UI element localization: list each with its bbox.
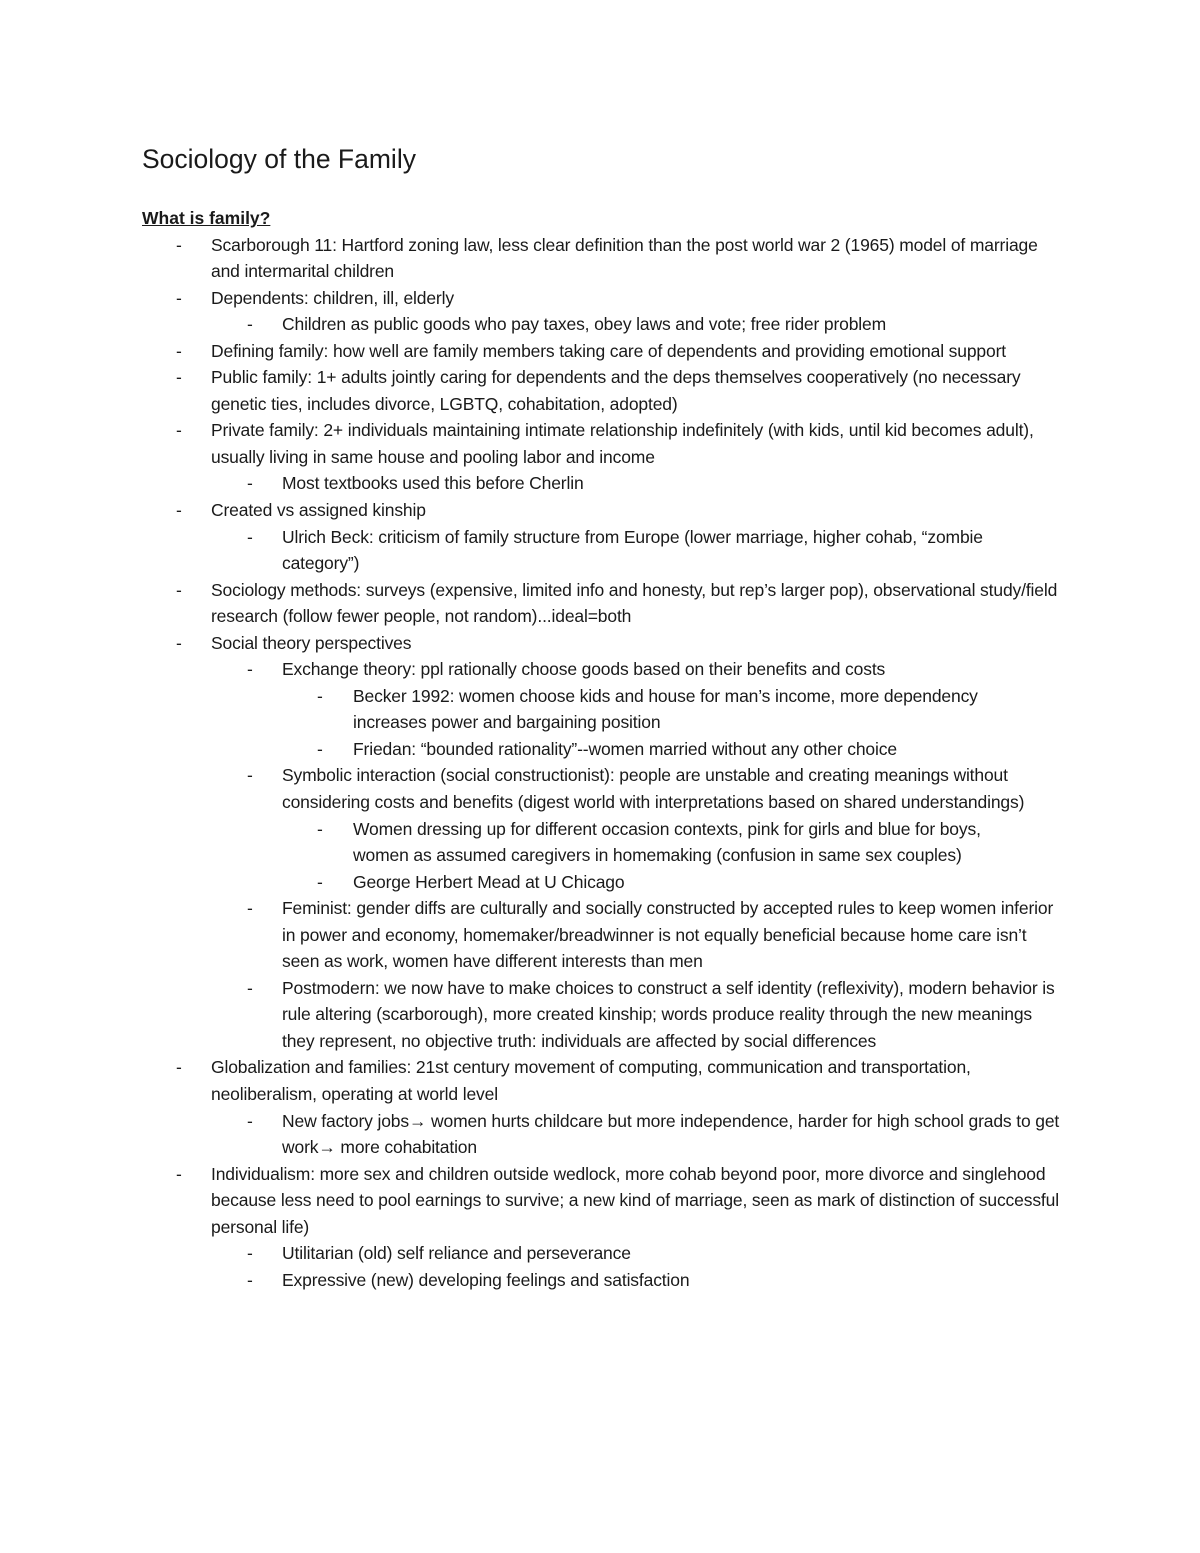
list-item-text: Friedan: “bounded rationality”--women married without any other choice <box>353 738 897 759</box>
dash-bullet: - <box>317 818 323 839</box>
list-item-text: Expressive (new) developing feelings and satisfaction <box>282 1269 690 1290</box>
list-item-text: Utilitarian (old) self reliance and perseverance <box>282 1243 631 1264</box>
dash-bullet: - <box>176 340 182 361</box>
dash-bullet: - <box>247 473 253 494</box>
list-item <box>0 869 1033 896</box>
dash-bullet: - <box>247 1243 253 1264</box>
dash-bullet: - <box>247 659 253 680</box>
list-item <box>0 1161 1061 1241</box>
dash-bullet: - <box>247 314 253 335</box>
list-item-text: Sociology methods: surveys (expensive, limited info and honesty, but rep’s larger pop), observational study/field research (follow fewer people, not random)...ideal=both <box>211 579 1058 627</box>
list-item <box>0 816 1033 869</box>
list-item <box>0 656 1062 683</box>
dash-bullet: - <box>247 765 253 786</box>
list-item <box>0 524 1062 577</box>
dash-bullet: - <box>176 1163 182 1184</box>
dash-bullet: - <box>176 632 182 653</box>
dash-bullet: - <box>247 1110 253 1131</box>
list-item-text: George Herbert Mead at U Chicago <box>353 871 625 892</box>
list-item <box>0 577 1061 630</box>
dash-bullet: - <box>317 738 323 759</box>
list-item <box>0 1054 1061 1107</box>
list-item <box>0 683 1033 736</box>
list-item <box>0 338 1061 365</box>
list-item <box>0 762 1062 815</box>
list-item <box>0 417 1061 470</box>
list-item <box>0 736 1033 763</box>
list-item <box>0 1108 1062 1161</box>
list-item <box>0 311 1062 338</box>
list-item-text: Children as public goods who pay taxes, obey laws and vote; free rider problem <box>282 314 887 335</box>
list-item-text: Globalization and families: 21st century movement of computing, communication and transportation, neoliberalism, operating at world level <box>211 1057 971 1104</box>
list-item-text: Scarborough 11: Hartford zoning law, less clear definition than the post world war 2 (1965) model of marriage and intermarital children <box>211 234 1038 282</box>
list-item-text: Feminist: gender diffs are culturally and socially constructed by accepted rules to keep women inferior in power and economy, homemaker/breadwinner is not equally beneficial because home care isn’t seen as work, women have different interests than men <box>282 898 1054 972</box>
dash-bullet: - <box>176 499 182 520</box>
list-item-text: New factory jobs→ women hurts childcare but more independence, harder for high school grads to get work→ more cohabitation <box>282 1110 1060 1158</box>
dash-bullet: - <box>176 579 182 600</box>
list-item-text: Created vs assigned kinship <box>211 499 426 520</box>
dash-bullet: - <box>247 898 253 919</box>
list-item <box>0 285 1061 312</box>
list-item-text: Ulrich Beck: criticism of family structure from Europe (lower marriage, higher cohab, “zombie category”) <box>282 526 983 574</box>
list-item <box>0 1267 1062 1294</box>
dash-bullet: - <box>247 1269 253 1290</box>
list-item-text: Women dressing up for different occasion contexts, pink for girls and blue for boys, women as assumed caregivers in homemaking (confusion in same sex couples) <box>353 818 981 866</box>
document-title: Sociology of the Family <box>142 144 416 174</box>
list-item-text: Individualism: more sex and children outside wedlock, more cohab beyond poor, more divorce and singlehood because less need to pool earnings to survive; a new kind of marriage, seen as mark of distinction of successful personal life) <box>211 1163 1059 1237</box>
dash-bullet: - <box>176 1057 182 1078</box>
bullet-list <box>0 232 1200 1294</box>
list-item-text: Most textbooks used this before Cherlin <box>282 473 584 494</box>
list-item-text: Becker 1992: women choose kids and house for man’s income, more dependency increases power and bargaining position <box>353 685 978 733</box>
dash-bullet: - <box>317 871 323 892</box>
list-item <box>0 1240 1062 1267</box>
list-item-text: Private family: 2+ individuals maintaining intimate relationship indefinitely (with kids, until kid becomes adult), usually living in same house and pooling labor and income <box>211 420 1034 467</box>
dash-bullet: - <box>317 685 323 706</box>
list-item <box>0 364 1061 417</box>
list-item-text: Dependents: children, ill, elderly <box>211 287 454 308</box>
dash-bullet: - <box>247 526 253 547</box>
list-item-text: Postmodern: we now have to make choices to construct a self identity (reflexivity), modern behavior is rule altering (scarborough), more created kinship; words produce reality through the new meanings they represent, no objective truth: individuals are affected by social differences <box>282 977 1055 1051</box>
dash-bullet: - <box>176 420 182 441</box>
list-item-text: Exchange theory: ppl rationally choose goods based on their benefits and costs <box>282 659 886 680</box>
dash-bullet: - <box>247 977 253 998</box>
dash-bullet: - <box>176 234 182 255</box>
list-item <box>0 975 1062 1055</box>
dash-bullet: - <box>176 367 182 388</box>
list-item <box>0 895 1062 975</box>
list-item <box>0 232 1061 285</box>
list-item-text: Symbolic interaction (social constructionist): people are unstable and creating meanings without considering costs and benefits (digest world with interpretations based on shared understandings) <box>282 765 1025 812</box>
list-item-text: Public family: 1+ adults jointly caring for dependents and the deps themselves cooperatively (no necessary genetic ties, includes divorce, LGBTQ, cohabitation, adopted) <box>211 367 1021 414</box>
list-item-text: Social theory perspectives <box>211 632 412 653</box>
list-item-text: Defining family: how well are family members taking care of dependents and providing emotional support <box>211 340 1006 361</box>
list-item <box>0 497 1061 524</box>
dash-bullet: - <box>176 287 182 308</box>
section-heading: What is family? <box>142 208 271 228</box>
list-item <box>0 470 1062 497</box>
list-item <box>0 630 1061 657</box>
